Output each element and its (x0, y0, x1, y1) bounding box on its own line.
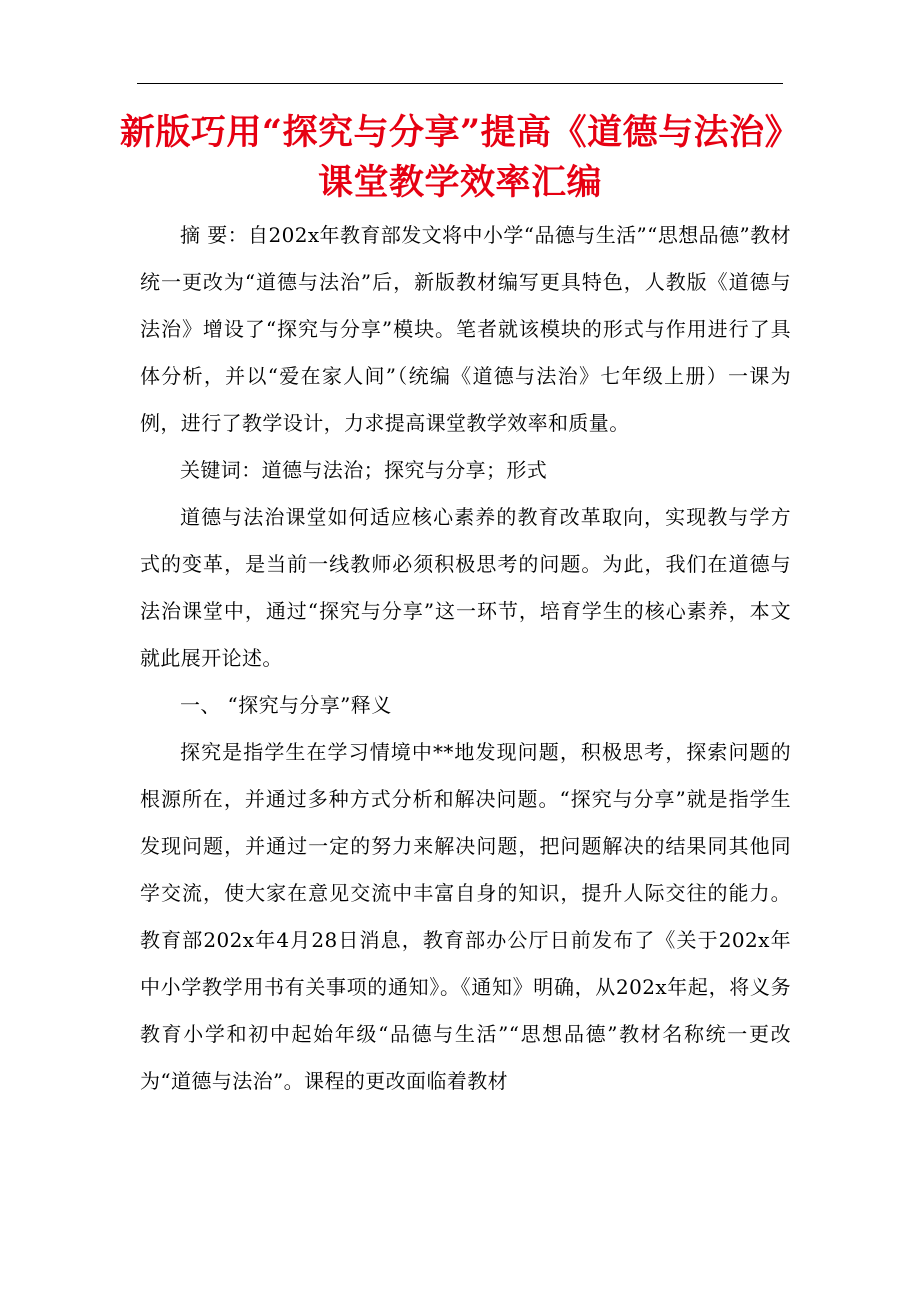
title-line-1: 新版巧用“探究与分享”提高《道德与法治》 (119, 112, 801, 153)
intro-paragraph: 道德与法治课堂如何适应核心素养的教育改革取向，实现教与学方式的变革，是当前一线教师必须积极思考的问题。为此，我们在道德与法治课堂中，通过“探究与分享”这一环节，培育学生的核心素养，本文就此展开论述。 (140, 505, 791, 670)
abstract-paragraph: 摘 要：自202x年教育部发文将中小学“品德与生活”“思想品德”教材统一更改为“道德与法治”后，新版教材编写更具特色，人教版《道德与法治》增设了“探究与分享”模块。笔者就该模块的形式与作用进行了具体分析，并以“爱在家人间”（统编《道德与法治》七年级上册）一课为例，进行了教学设计，力求提高课堂教学效率和质量。 (140, 223, 791, 435)
keywords-paragraph: 关键词：道德与法治；探究与分享；形式 (180, 458, 548, 482)
section-heading-1: 一、 “探究与分享”释义 (180, 693, 392, 717)
title-line-2: 课堂教学效率汇编 (317, 162, 602, 203)
document-title (110, 108, 810, 208)
document-body (140, 212, 791, 1105)
header-rule (137, 83, 783, 84)
section-1-paragraph: 探究是指学生在学习情境中**地发现问题，积极思考，探索问题的根源所在，并通过多种方式分析和解决问题。“探究与分享”就是指学生发现问题，并通过一定的努力来解决问题，把问题解决的结果同其他同学交流，使大家在意见交流中丰富自身的知识，提升人际交往的能力。教育部202x年4月28日消息，教育部办公厅日前发布了《关于202x年中小学教学用书有关事项的通知》。《通知》明确，从202x年起，将义务教育小学和初中起始年级“品德与生活”“思想品德”教材名称统一更改为“道德与法治”。课程的更改面临着教材 (140, 740, 791, 1093)
